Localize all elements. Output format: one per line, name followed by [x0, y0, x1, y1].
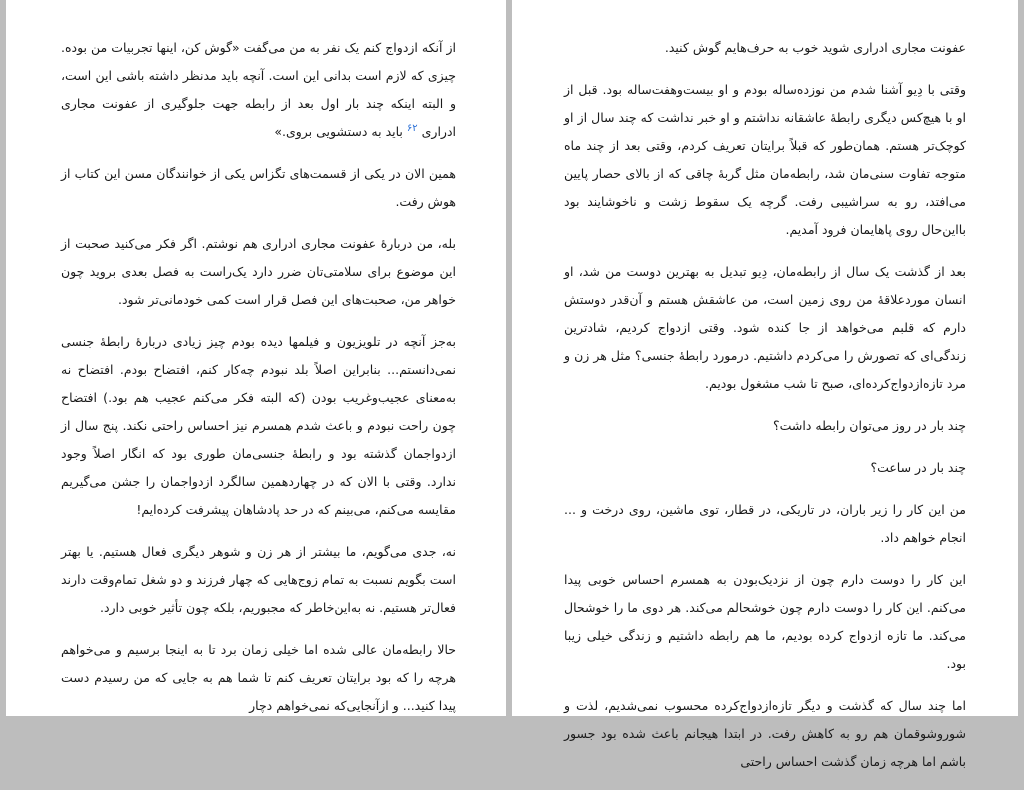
paragraph: نه، جدی می‌گویم، ما بیشتر از هر زن و شوهر دیگری فعال هستیم. یا بهتر است بگویم نسبت به تمام زوج‌هایی که چهار فرزند و دو شغل تمام‌وقت دارند فعال‌تر هستیم. نه به‌این‌خاطر که مجبوریم، بلکه چون تأثیر خوبی دارد. — [61, 544, 456, 615]
paragraph: وقتی با دِیو آشنا شدم من نوزده‌ساله بودم و او بیست‌وهفت‌ساله بود. قبل از او با هیچ‌کس دیگری رابطهٔ عاشقانه نداشتم و او خبر نداشت که چند سال از او کوچک‌تر هستم. همان‌طور که قبلاً برایتان تعریف کردم، وقتی بعد از چند ماه متوجه تفاوت سنی‌مان شد، رابطه‌مان مثل گربهٔ چاقی که از بالای حصار پایین می‌افتد، رو به سراشیبی رفت. گرچه یک سقوط زشت و ناخوشایند بود بااین‌حال روی پاهایمان فرود آمدیم. — [564, 82, 966, 237]
left-page-text — [61, 34, 456, 734]
paragraph-text: از آنکه ازدواج کنم یک نفر به من می‌گفت «گوش کن، اینها تجربیات من بوده. چیزی که لازم است بدانی این است. آنچه باید مدنظر داشته باشی این است، و البته اینکه چند بار اول بعد از رابطه جهت جلوگیری از عفونت مجاری ادراری — [61, 40, 456, 139]
paragraph: همین الان در یکی از قسمت‌های تگزاس یکی از خوانندگان مسن این کتاب از هوش رفت. — [61, 166, 456, 209]
paragraph: به‌جز آنچه در تلویزیون و فیلمها دیده بودم چیز زیادی دربارهٔ رابطهٔ جنسی نمی‌دانستم... بنابراین اصلاً بلد نبودم چه‌کار کنم، افتضاح بودم. افتضاح نه به‌معنای عجیب‌وغریب بودن (که البته فکر می‌کنم عجیب هم بود.) افتضاح چون راحت نبودم و باعث شدم همسرم نیز احساس راحتی نکند. پنج سال از ازدواجمان گذشته بود و رابطهٔ جنسی‌مان طوری بود که انگار اصلاً وجود ندارد. وقتی با الان که در چهاردهمین سالگرد ازدواجمان را جشن می‌گیریم مقایسه می‌کنم، می‌بینم که در حد پادشاهان پیشرفت کرده‌ایم! — [61, 334, 456, 517]
paragraph: بعد از گذشت یک سال از رابطه‌مان، دِیو تبدیل به بهترین دوست من شد، او انسان موردعلاقهٔ من روی زمین است، من عاشقش هستم و آن‌قدر دوستش دارم که قلبم می‌خواهد از جا کنده شود. وقتی ازدواج کردیم، شادترین زندگی‌ای که تصورش را می‌کردم داشتیم. درمورد رابطهٔ جنسی؟ مثل هر زن و مرد تازه‌ازدواج‌کرده‌ای، صبح تا شب مشغول بودیم. — [564, 264, 966, 391]
footnote-marker[interactable]: ۶۲ — [406, 122, 418, 134]
paragraph: چند بار در روز می‌توان رابطه داشت؟ — [772, 418, 966, 433]
paragraph: این کار را دوست دارم چون از نزدیک‌بودن به همسرم احساس خوبی پیدا می‌کنم. این کار را دوست دارم چون خوشحالم می‌کند. هر دوی ما را خوشحال می‌کند. ما تازه ازدواج کرده بودیم، ما هم رابطه داشتیم و زندگی خیلی زیبا بود. — [564, 572, 966, 671]
right-page — [512, 0, 1018, 769]
paragraph — [61, 34, 456, 146]
paragraph: چند بار در ساعت؟ — [870, 460, 966, 475]
paragraph: اما چند سال که گذشت و دیگر تازه‌ازدواج‌کرده محسوب نمی‌شدیم، لذت و شوروشوقمان هم رو به کاهش رفت. در ابتدا هیجانم باعث شده بود جسور باشم اما هرچه زمان گذشت احساس راحتی — [564, 698, 966, 769]
paragraph-text: باید به دستشویی بروی.» — [274, 124, 403, 139]
paragraph: بله، من دربارهٔ عفونت مجاری ادراری هم نوشتم. اگر فکر می‌کنید صحبت از این موضوع برای سلامتی‌تان ضرر دارد یک‌راست به فصل بعدی بروید چون خواهر من، صحبت‌های این فصل قرار است کمی خودمانی‌تر شود. — [61, 236, 456, 307]
paragraph: عفونت مجاری ادراری شوید خوب به حرف‌هایم گوش کنید. — [664, 40, 966, 55]
left-page — [6, 0, 506, 716]
paragraph: حالا رابطه‌مان عالی شده اما خیلی زمان برد تا به اینجا برسیم و می‌خواهم هرچه را که بود برایتان تعریف کنم تا شما هم به جایی که من رسیدم دست پیدا کنید... و ازآنجایی‌که نمی‌خواهم دچار — [61, 642, 456, 713]
paragraph: من این کار را زیر باران، در تاریکی، در قطار، توی ماشین، روی درخت و ... انجام خواهم داد. — [564, 502, 966, 545]
right-page-text — [564, 34, 966, 790]
